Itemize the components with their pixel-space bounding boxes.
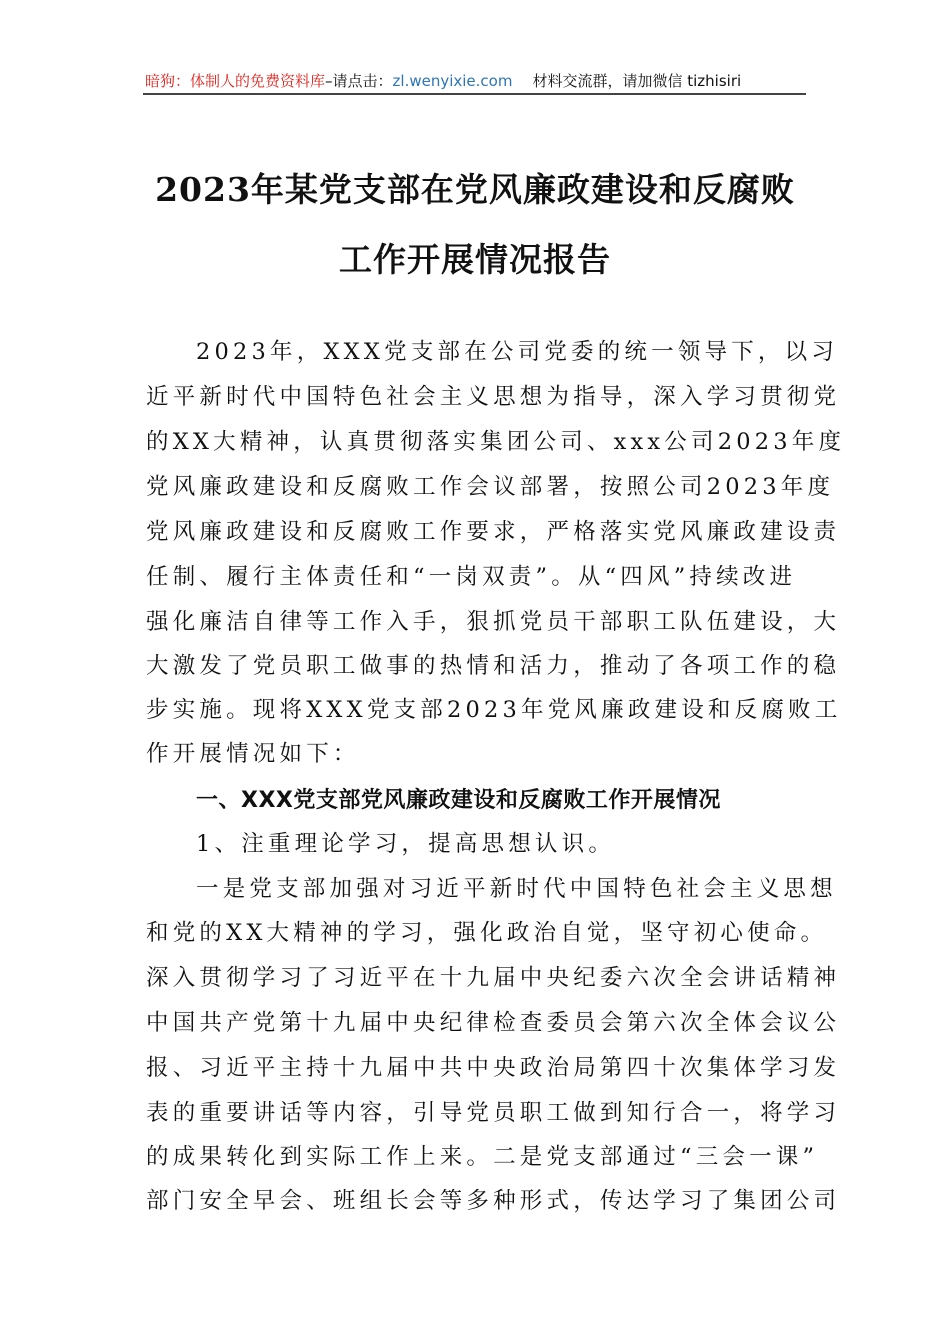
section-heading: 一、XXX党支部党风廉政建设和反腐败工作开展情况 [196,788,721,813]
body-text-line: 任制、履行主体责任和“一岗双责”。从“四风”持续改进 [146,564,797,590]
body-text-line: 报、习近平主持十九届中共中央政治局第四十次集体学习发 [146,1055,841,1081]
header-wechat-text: 材料交流群，请加微信 tizhisiri [532,72,742,90]
document-title-line-2: 工作开展情况报告 [339,240,611,279]
body-text-line: 近平新时代中国特色社会主义思想为指导，深入学习贯彻党 [146,384,841,410]
body-text-line: 强化廉洁自律等工作入手，狠抓党员干部职工队伍建设，大 [146,609,841,635]
body-text-line: 步实施。现将XXX党支部2023年党风廉政建设和反腐败工 [146,697,842,723]
body-text-line: 作开展情况如下： [146,741,360,767]
body-text-line: 部门安全早会、班组长会等多种形式，传达学习了集团公司 [146,1188,841,1214]
body-text-line: 表的重要讲话等内容，引导党员职工做到知行合一，将学习 [146,1100,841,1126]
header-divider [143,93,806,95]
document-title-line-1: 2023年某党支部在党风廉政建设和反腐败 [155,170,795,209]
body-text-line: 的XX大精神，认真贯彻落实集团公司、xxx公司2023年度 [146,429,846,455]
body-text-line: 和党的XX大精神的学习，强化政治自觉，坚守初心使命。 [146,920,828,946]
body-text-line: 党风廉政建设和反腐败工作要求，严格落实党风廉政建设责 [146,519,841,545]
header-click-text: –请点击： [325,72,393,90]
body-text-line: 2023年，XXX党支部在公司党委的统一领导下，以习 [196,339,839,365]
body-text-line: 大激发了党员职工做事的热情和活力，推动了各项工作的稳 [146,653,841,679]
body-text-line: 1、注重理论学习，提高思想认识。 [196,831,616,857]
header-ad-text: 暗狗：体制人的免费资料库 [145,72,326,90]
body-text-line: 一是党支部加强对习近平新时代中国特色社会主义思想 [196,876,837,902]
body-text-line: 深入贯彻学习了习近平在十九届中央纪委六次全会讲话精神 [146,965,841,991]
body-text-line: 中国共产党第十九届中央纪律检查委员会第六次全体会议公 [146,1010,841,1036]
body-text-line: 党风廉政建设和反腐败工作会议部署，按照公司2023年度 [146,474,835,500]
page-header [145,70,805,92]
header-link[interactable]: zl.wenyixie.com [392,72,513,90]
body-text-line: 的成果转化到实际工作上来。二是党支部通过“三会一课” [146,1144,819,1170]
